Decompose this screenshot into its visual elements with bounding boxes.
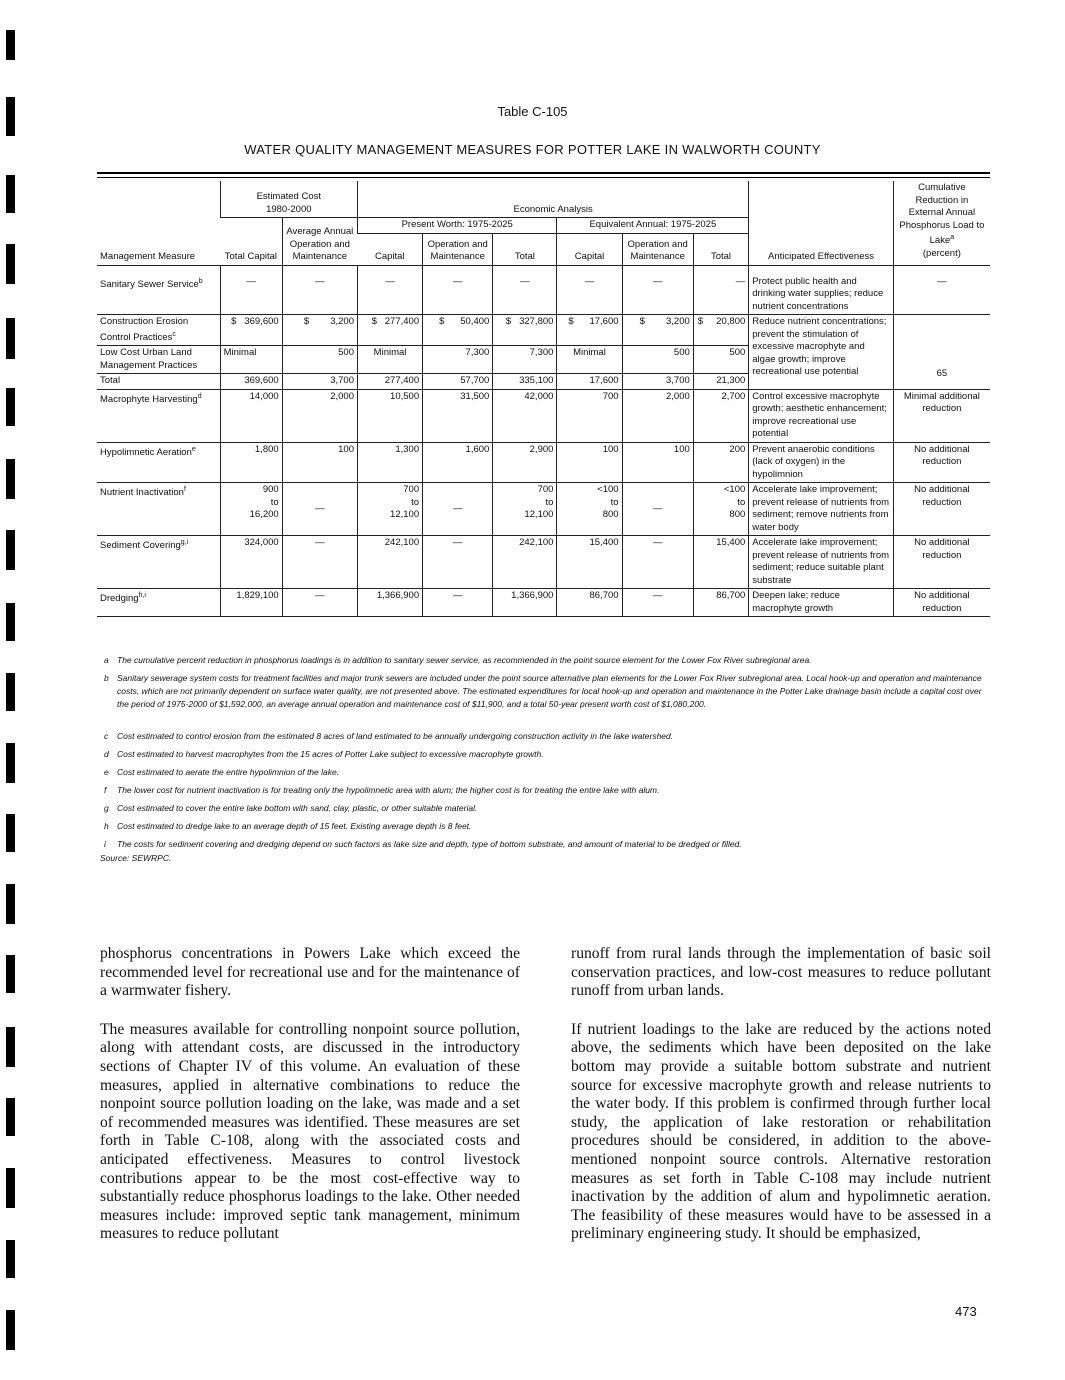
- table-cell: —: [357, 265, 422, 315]
- right-column: [571, 945, 991, 1264]
- table-top-rule: [97, 172, 990, 174]
- table-cell: 15,400: [557, 536, 622, 589]
- header-estimated-cost: Estimated Cost: [256, 191, 322, 202]
- table-row-dredging: [97, 589, 990, 617]
- table-cell: 700 to 12,100: [493, 483, 557, 536]
- header-cumulative: Cumulative Reduction in External Annual Phosphorus Load to Lake: [899, 182, 985, 247]
- table-cell: 200: [693, 442, 749, 483]
- table-cell: Minimal: [357, 346, 422, 374]
- table-cell: Prevent anaerobic conditions (lack of oxygen) in the hypolimnion: [749, 442, 894, 483]
- table-cell: —: [423, 265, 493, 315]
- table-cell: [357, 181, 748, 218]
- table-cell: 31,500: [423, 389, 493, 442]
- header-management-measure: Management Measure: [100, 251, 196, 262]
- table-cell: Hypolimnetic Aeration$^e$: [97, 442, 220, 483]
- table-cell: Control excessive macrophyte growth; aesthetic enhancement; improve recreational use potential: [749, 389, 894, 442]
- table-cell: 17,600: [557, 374, 622, 390]
- group-reduction: 65: [893, 315, 990, 390]
- table-cell: $ 50,400: [423, 315, 493, 346]
- footnote-d: d Cost estimated to harvest macrophytes from the 15 acres of Potter Lake subject to excessive macrophyte growth.: [104, 749, 544, 759]
- table-cell: —: [693, 265, 749, 315]
- table-cell: $ 327,800: [493, 315, 557, 346]
- table-cell: Macrophyte Harvesting$^d$: [97, 389, 220, 442]
- table-cell: —: [493, 265, 557, 315]
- table-cell: —: [622, 589, 693, 617]
- footnote-i: i The costs for sediment covering and dredging depend on such factors as lake size and depth, type of bottom substrate, and amount of material to be dredged or filled.: [104, 839, 742, 849]
- table-cell: 10,500: [357, 389, 422, 442]
- table-cell: Nutrient Inactivation$^f$: [97, 483, 220, 536]
- page-number: 473: [955, 1304, 977, 1319]
- source-note: Source: SEWRPC.: [100, 853, 172, 863]
- table-cell: —: [423, 536, 493, 589]
- table-cell: Low Cost Urban Land Management Practices: [97, 346, 220, 374]
- group-effect: Reduce nutrient concentrations; prevent the stimulation of excessive macrophyte and algae growth; improve recreational use potential: [749, 315, 894, 390]
- table-cell: 700: [557, 389, 622, 442]
- table-row-aeration: [97, 442, 990, 483]
- table-cell: 1,829,100: [220, 589, 282, 617]
- table-cell: 335,100: [493, 374, 557, 390]
- table-cell: <100 to 800: [693, 483, 749, 536]
- table-cell: 242,100: [493, 536, 557, 589]
- header-total-capital: Total Capital: [224, 251, 278, 262]
- table-cell: 2,700: [693, 389, 749, 442]
- left-paragraph-1: phosphorus concentrations in Powers Lake which exceed the recommended level for recreational use and for the maintenance of a warmwater fishery.: [100, 945, 520, 1000]
- table-label: Table C-105: [497, 104, 568, 119]
- table-cell: 369,600: [220, 374, 282, 390]
- table-cell: Cumulative Reduction in External Annual Phosphorus Load to Lake$^a$ (percent): [893, 181, 990, 265]
- table-cell: —: [282, 536, 357, 589]
- table-cell: 14,000: [220, 389, 282, 442]
- table-cell: —: [622, 536, 693, 589]
- table-cell: 2,000: [622, 389, 693, 442]
- table-row-harvesting: [97, 389, 990, 442]
- header-equivalent-annual: Equivalent Annual: 1975-2025: [557, 218, 749, 234]
- header-ea-om: Operation and Maintenance: [622, 233, 693, 265]
- table-header: [97, 181, 990, 265]
- left-column: [100, 945, 520, 1264]
- table-cell: Total: [97, 374, 220, 390]
- table-cell: 1,366,900: [357, 589, 422, 617]
- header-anticipated: Anticipated Effectiveness: [749, 181, 894, 265]
- left-paragraph-2: The measures available for controlling nonpoint source pollution, along with attendant costs, are discussed in the introductory sections of Chapter IV of this volume. An evaluation of these measures, applied in alternative combinations to reduce the nonpoint source pollution loading on the lake, was made and a set of recommended measures was identified. These measures are set forth in Table C-108, along with the associated costs and anticipated effectiveness. Measures to control livestock contributions appear to be the most cost-effective way to substantially reduce phosphorus loadings to the lake. Other needed measures include: improved septic tank management, minimum measures to reduce pollutant: [100, 1020, 520, 1243]
- table-cell: Accelerate lake improvement; prevent release of nutrients from sediment; reduce suitable plant substrate: [749, 536, 894, 589]
- table-cell: $ 3,200: [282, 315, 357, 346]
- footnote-h: h Cost estimated to dredge lake to an average depth of 15 feet. Existing average depth is 8 feet.: [104, 821, 472, 831]
- table-row-inactivation: [97, 483, 990, 536]
- table-cell: 86,700: [693, 589, 749, 617]
- table-cell: 700 to 12,100: [357, 483, 422, 536]
- table-cell: 86,700: [557, 589, 622, 617]
- table-cell: 15,400: [693, 536, 749, 589]
- table-cell: 242,100: [357, 536, 422, 589]
- table-cell: 900 to 16,200: [220, 483, 282, 536]
- table-cell: No additional reduction: [893, 536, 990, 589]
- table-cell: 324,000: [220, 536, 282, 589]
- table-cell: Sanitary Sewer Service$^b$: [97, 265, 220, 315]
- table-cell: —: [893, 265, 990, 315]
- table-cell: 3,700: [282, 374, 357, 390]
- table-row-sewer: [97, 265, 990, 315]
- table-cell: 3,700: [622, 374, 693, 390]
- table-cell: $ 17,600: [557, 315, 622, 346]
- table-cell: 500: [282, 346, 357, 374]
- table-cell: 42,000: [493, 389, 557, 442]
- table-cell: Construction Erosion Control Practices$^c$: [97, 315, 220, 346]
- header-pw-capital: Capital: [375, 251, 405, 262]
- table-cell: Dredging$^{h,i}$: [97, 589, 220, 617]
- right-paragraph-1: runoff from rural lands through the implementation of basic soil conservation practices, and low-cost measures to reduce pollutant runoff from urban lands.: [571, 945, 991, 1000]
- table-cell: 1,366,900: [493, 589, 557, 617]
- table-cell: 100: [557, 442, 622, 483]
- table-cell: 7,300: [493, 346, 557, 374]
- table-cell: —: [282, 265, 357, 315]
- table-cell: —: [423, 589, 493, 617]
- table-cell: No additional reduction: [893, 483, 990, 536]
- header-ea-capital: Capital: [557, 233, 622, 265]
- table-cell: 1,600: [423, 442, 493, 483]
- table-cell: Protect public health and drinking water supplies; reduce nutrient concentrations: [749, 265, 894, 315]
- table-cell: —: [282, 483, 357, 536]
- table-cell: —: [282, 589, 357, 617]
- table-cell: 2,000: [282, 389, 357, 442]
- header-economic-analysis: Economic Analysis: [513, 203, 593, 215]
- table-cell: Minimal: [220, 346, 282, 374]
- footnote-f: f The lower cost for nutrient inactivation is for treating only the hypolimnetic area with alum; the higher cost is for treating the entire lake with alum.: [104, 785, 660, 795]
- table-cell: 2,900: [493, 442, 557, 483]
- footnote-e: e Cost estimated to aerate the entire hypolimnion of the lake.: [104, 767, 340, 777]
- table-cell: No additional reduction: [893, 442, 990, 483]
- table-cell: 500: [693, 346, 749, 374]
- table-cell: Sediment Covering$^{g,i}$: [97, 536, 220, 589]
- table-cell: $ 277,400: [357, 315, 422, 346]
- footnote-c: c Cost estimated to control erosion from the estimated 8 acres of land estimated to be annually undergoing construction activity in the lake watershed.: [104, 731, 674, 741]
- table-cell: 21,300: [693, 374, 749, 390]
- table-cell: —: [220, 265, 282, 315]
- table-cell: 1,300: [357, 442, 422, 483]
- table-cell: Minimal: [557, 346, 622, 374]
- table-cell: 57,700: [423, 374, 493, 390]
- table-cell: 277,400: [357, 374, 422, 390]
- table-row-covering: [97, 536, 990, 589]
- table-cell: 1,800: [220, 442, 282, 483]
- table-cell: Minimal additional reduction: [893, 389, 990, 442]
- table-cell: —: [557, 265, 622, 315]
- footnote-a: a The cumulative percent reduction in phosphorus loadings is in addition to sanitary sewer service, as recommended in the point source element for the Lower Fox River subregional area.: [104, 655, 812, 665]
- table-cell: Accelerate lake improvement; prevent release of nutrients from sediment; remove nutrients from water body: [749, 483, 894, 536]
- header-avg-annual-om: Average Annual Operation and Maintenance: [282, 218, 357, 266]
- table-cell: —: [622, 265, 693, 315]
- table-cell: <100 to 800: [557, 483, 622, 536]
- table-cell: 500: [622, 346, 693, 374]
- management-table: [97, 181, 990, 617]
- table-cell: 7,300: [423, 346, 493, 374]
- table-cell: $ 3,200: [622, 315, 693, 346]
- right-paragraph-2: If nutrient loadings to the lake are reduced by the actions noted above, the sediments which have been deposited on the lake bottom may provide a suitable bottom substrate and nutrient source for excessive macrophyte growth and release nutrients to the water body. If this problem is confirmed through further local study, the application of lake restoration or rehabilitation procedures should be considered, in addition to the above-mentioned nonpoint source controls. Alternative restoration measures as set forth in Table C-108 may include nutrient inactivation by the addition of alum and hypolimnetic aeration. The feasibility of these measures would have to be assessed in a preliminary engineering study. It should be emphasized,: [571, 1020, 991, 1243]
- table-cell: $ 20,800: [693, 315, 749, 346]
- table-cell: No additional reduction: [893, 589, 990, 617]
- header-ea-total: Total: [693, 233, 749, 265]
- header-pw-om: Operation and Maintenance: [423, 233, 493, 265]
- table-cell: —: [622, 483, 693, 536]
- table-cell: Estimated Cost 1980-2000: [220, 181, 357, 218]
- table-cell: 100: [622, 442, 693, 483]
- table-cell: $ 369,600: [220, 315, 282, 346]
- table-cell: 100: [282, 442, 357, 483]
- footnote-b: b Sanitary sewerage system costs for treatment facilities and major trunk sewers are included under the point source alternative plan elements for the Lower Fox River subregional area. Local hook-up and operation and maintenance costs, which are not primarily dependent on surface water quality, are not presented above. The estimated expenditures for local hook-up and operation and maintenance in the Potter Lake drainage basin include a capital cost over the period of 1975-2000 of $1,592,000, an average annual operation and maintenance cost of $11,900, and a total 50-year present worth cost of $1,080,200.: [104, 673, 982, 709]
- table-cell: Deepen lake; reduce macrophyte growth: [749, 589, 894, 617]
- table-cell: —: [423, 483, 493, 536]
- header-present-worth: Present Worth: 1975-2025: [357, 218, 556, 234]
- table-row-erosion: [97, 315, 990, 346]
- footnote-g: g Cost estimated to cover the entire lake bottom with sand, clay, plastic, or other suitable material.: [104, 803, 478, 813]
- table-title: WATER QUALITY MANAGEMENT MEASURES FOR POTTER LAKE IN WALWORTH COUNTY: [244, 142, 821, 157]
- header-pw-total: Total: [493, 233, 557, 265]
